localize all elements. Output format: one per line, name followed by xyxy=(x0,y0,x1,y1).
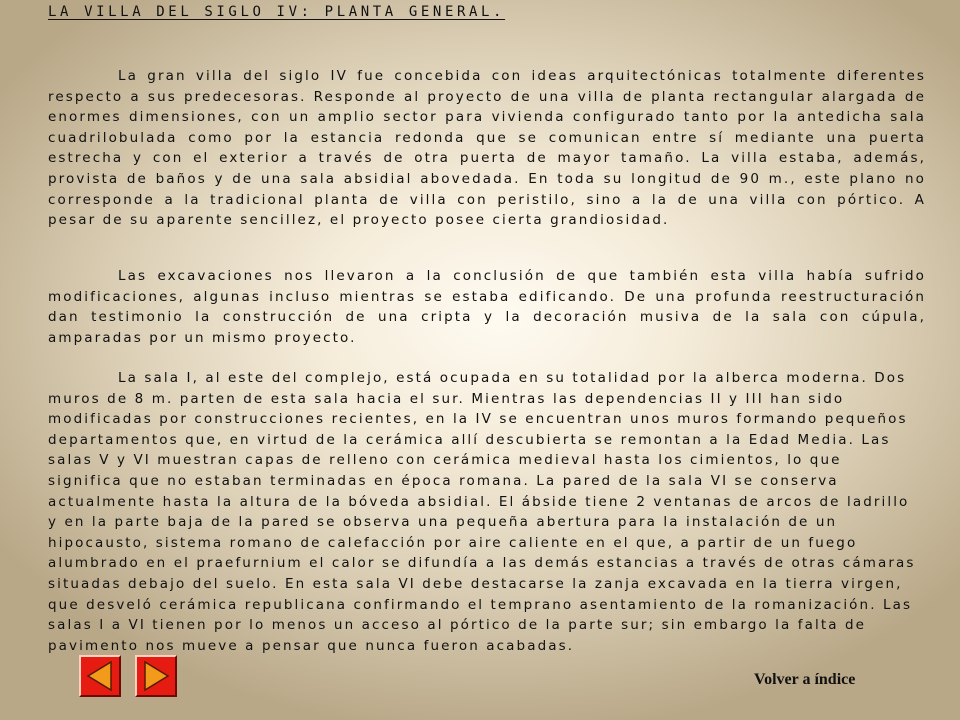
back-to-index-link[interactable]: Volver a índice xyxy=(754,671,856,688)
paragraph-intro: La gran villa del siglo IV fue concebida con ideas arquitectónicas totalmente diferentes respecto a sus predecesoras. Responde al proyecto de una villa de planta rectangular alargada de enormes dimensiones, con un amplio sector para vivienda configurado tanto por la antedicha sala cuadrilobulada como por la estancia redonda que se comunican entre sí mediante una puerta estrecha y con el exterior a través de otra puerta de mayor tamaño. La villa estaba, además, provista de baños y de una sala absidial abovedada. En toda su longitud de 90 m., este plano no corresponde a la tradicional planta de villa con peristilo, sino a la de una villa con pórtico. A pesar de su aparente sencillez, el proyecto posee cierta grandiosidad. xyxy=(48,68,926,229)
next-page-button[interactable] xyxy=(135,655,177,697)
paragraph-rooms: La sala I, al este del complejo, está ocupada en su totalidad por la alberca moderna. Dos muros de 8 m. parten de esta sala hacia el sur. Mientras las dependencias II y III han sido modificadas por construcciones recientes, en la IV se encuentran unos muros formando pequeños departamentos que, en virtud de la cerámica allí descubierta se remontan a la Edad Media. Las salas V y VI muestran capas de relleno con cerámica medieval hasta los cimientos, lo que significa que no estaban terminadas en época romana. La pared de la sala VI se conserva actualmente hasta la altura de la bóveda absidial. El ábside tiene 2 ventanas de arcos de ladrillo y en la parte baja de la pared se observa una pequeña abertura para la instalación de un hipocausto, sistema romano de calefacción por aire caliente en el que, a partir de un fuego alumbrado en el praefurnium el calor se difundía a las demás estancias a través de otras cámaras situadas debajo del suelo. En esta sala VI debe destacarse la zanja excavada en la tierra virgen, que desveló cerámica republicana confirmando el temprano asentamiento de la romanización. Las salas I a VI tienen por lo menos un acceso al pórtico de la parte sur; sin embargo la falta de pavimento nos mueve a pensar que nunca fueron acabadas. xyxy=(48,370,916,654)
triangle-left-icon xyxy=(81,657,119,695)
previous-page-button[interactable] xyxy=(79,655,121,697)
triangle-right-icon xyxy=(137,657,175,695)
paragraph-excavations: Las excavaciones nos llevaron a la conclusión de que también esta villa había sufrido modificaciones, algunas incluso mientras se estaba edificando. De una profunda reestructuración dan testimonio la construcción de una cripta y la decoración musiva de la sala con cúpula, amparadas por un mismo proyecto. xyxy=(48,268,926,346)
page-title: LA VILLA DEL SIGLO IV: PLANTA GENERAL. xyxy=(48,4,506,20)
